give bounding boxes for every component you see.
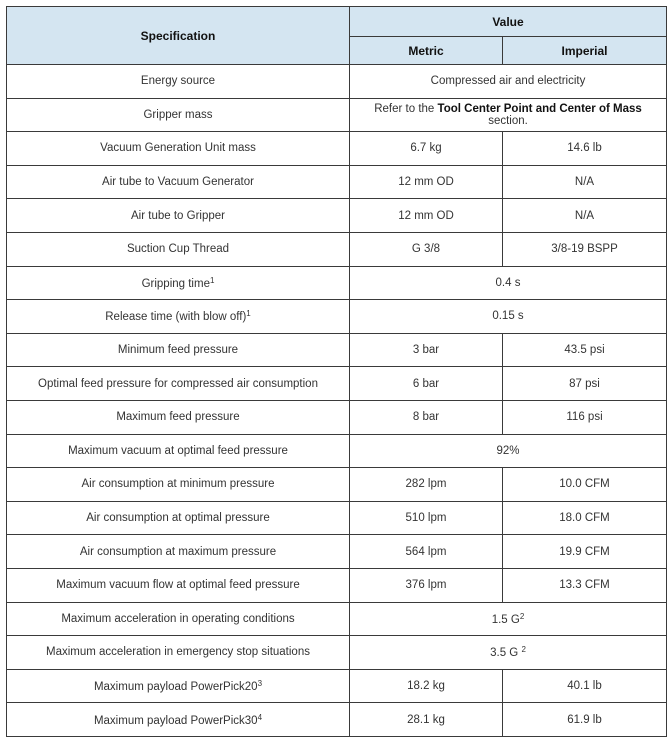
spec-cell	[7, 132, 350, 166]
value-text: Compressed air and electricity	[430, 75, 586, 88]
table-row	[7, 468, 667, 502]
spec-cell	[7, 165, 350, 199]
metric-value: 18.2 kg	[350, 669, 503, 703]
reference-text-end: section.	[488, 114, 528, 127]
table-row	[7, 165, 667, 199]
spec-cell	[7, 199, 350, 233]
table-row	[7, 333, 667, 367]
value-cell-span	[350, 65, 667, 99]
spec-label: Maximum acceleration in emergency stop situations	[46, 646, 310, 659]
table-row	[7, 199, 667, 233]
spec-label: Air tube to Gripper	[131, 209, 225, 222]
table-row	[7, 400, 667, 434]
header-metric: Metric	[350, 37, 503, 65]
metric-value: 282 lpm	[350, 468, 503, 502]
spec-label: Air consumption at optimal pressure	[86, 512, 270, 525]
table-row	[7, 568, 667, 602]
table-row	[7, 65, 667, 99]
value-text: 0.4 s	[495, 276, 521, 289]
spec-label: Energy source	[140, 75, 216, 88]
table-row	[7, 602, 667, 636]
value-cell-span	[350, 98, 667, 132]
table-header	[7, 7, 667, 65]
spec-cell	[7, 468, 350, 502]
spec-cell	[7, 65, 350, 99]
reference-link-text: Tool Center Point and Center of Mass	[437, 102, 642, 115]
spec-label: Maximum payload PowerPick20	[93, 680, 258, 693]
footnote-ref: 1	[246, 309, 251, 319]
table-row	[7, 535, 667, 569]
header-imperial: Imperial	[503, 37, 667, 65]
metric-value: 3 bar	[350, 333, 503, 367]
spec-cell	[7, 568, 350, 602]
spec-label: Maximum vacuum flow at optimal feed pressure	[56, 579, 300, 592]
spec-cell	[7, 434, 350, 468]
reference-text: Refer to the	[374, 102, 438, 115]
footnote-ref: 3	[257, 678, 263, 688]
value-text: 3.5 G	[490, 647, 522, 660]
value-text: 1.5 G	[491, 613, 520, 626]
footnote-ref: 2	[521, 645, 526, 655]
imperial-value: 10.0 CFM	[503, 468, 667, 502]
table-row	[7, 266, 667, 300]
imperial-value: N/A	[503, 199, 667, 233]
spec-label: Maximum payload PowerPick30	[93, 714, 258, 727]
imperial-value: 61.9 lb	[503, 703, 667, 737]
value-cell-span	[350, 636, 667, 670]
spec-cell	[7, 400, 350, 434]
spec-cell	[7, 669, 350, 703]
metric-value: 12 mm OD	[350, 199, 503, 233]
header-specification: Specification	[7, 7, 350, 65]
spec-label: Maximum feed pressure	[116, 411, 240, 424]
table-body	[7, 65, 667, 737]
table-row	[7, 669, 667, 703]
value-cell-span	[350, 602, 667, 636]
table-row	[7, 98, 667, 132]
spec-label: Gripper mass	[143, 108, 213, 121]
spec-cell	[7, 602, 350, 636]
imperial-value: 43.5 psi	[503, 333, 667, 367]
table-row	[7, 501, 667, 535]
value-text: 0.15 s	[492, 310, 524, 323]
spec-cell	[7, 501, 350, 535]
table-row	[7, 636, 667, 670]
value-cell-span	[350, 300, 667, 334]
imperial-value: 19.9 CFM	[503, 535, 667, 569]
imperial-value: 116 psi	[503, 400, 667, 434]
metric-value: 376 lpm	[350, 568, 503, 602]
metric-value: 8 bar	[350, 400, 503, 434]
spec-cell	[7, 535, 350, 569]
imperial-value: N/A	[503, 165, 667, 199]
table-row	[7, 132, 667, 166]
spec-cell	[7, 636, 350, 670]
spec-cell	[7, 300, 350, 334]
imperial-value: 13.3 CFM	[503, 568, 667, 602]
spec-cell	[7, 367, 350, 401]
spec-label: Maximum vacuum at optimal feed pressure	[68, 444, 288, 457]
spec-label: Air consumption at minimum pressure	[81, 478, 275, 491]
value-cell-span	[350, 434, 667, 468]
spec-cell	[7, 266, 350, 300]
imperial-value: 40.1 lb	[503, 669, 667, 703]
imperial-value: 3/8-19 BSPP	[503, 232, 667, 266]
footnote-ref: 2	[519, 611, 525, 621]
table-row	[7, 232, 667, 266]
table-row	[7, 300, 667, 334]
spec-cell	[7, 333, 350, 367]
spec-label: Vacuum Generation Unit mass	[100, 142, 256, 155]
specification-table	[6, 6, 667, 737]
spec-label: Maximum acceleration in operating conditions	[61, 612, 295, 625]
table-row	[7, 434, 667, 468]
metric-value: 510 lpm	[350, 501, 503, 535]
value-text: 92%	[496, 444, 520, 457]
spec-label: Air tube to Vacuum Generator	[102, 176, 254, 189]
metric-value: 12 mm OD	[350, 165, 503, 199]
table-row	[7, 703, 667, 737]
value-cell-span	[350, 266, 667, 300]
spec-label: Optimal feed pressure for compressed air consumption	[38, 377, 318, 390]
metric-value: 6.7 kg	[350, 132, 503, 166]
spec-cell	[7, 232, 350, 266]
imperial-value: 87 psi	[503, 367, 667, 401]
metric-value: 6 bar	[350, 367, 503, 401]
spec-label: Release time (with blow off)	[105, 311, 247, 324]
header-value: Value	[350, 7, 667, 37]
footnote-ref: 4	[257, 712, 263, 722]
spec-cell	[7, 703, 350, 737]
spec-label: Air consumption at maximum pressure	[79, 545, 277, 558]
metric-value: G 3/8	[350, 232, 503, 266]
metric-value: 564 lpm	[350, 535, 503, 569]
spec-label: Suction Cup Thread	[126, 243, 230, 256]
spec-label: Gripping time	[141, 277, 210, 290]
imperial-value: 14.6 lb	[503, 132, 667, 166]
spec-cell	[7, 98, 350, 132]
table-row	[7, 367, 667, 401]
spec-label: Minimum feed pressure	[117, 344, 239, 357]
imperial-value: 18.0 CFM	[503, 501, 667, 535]
metric-value: 28.1 kg	[350, 703, 503, 737]
footnote-ref: 1	[209, 275, 215, 285]
